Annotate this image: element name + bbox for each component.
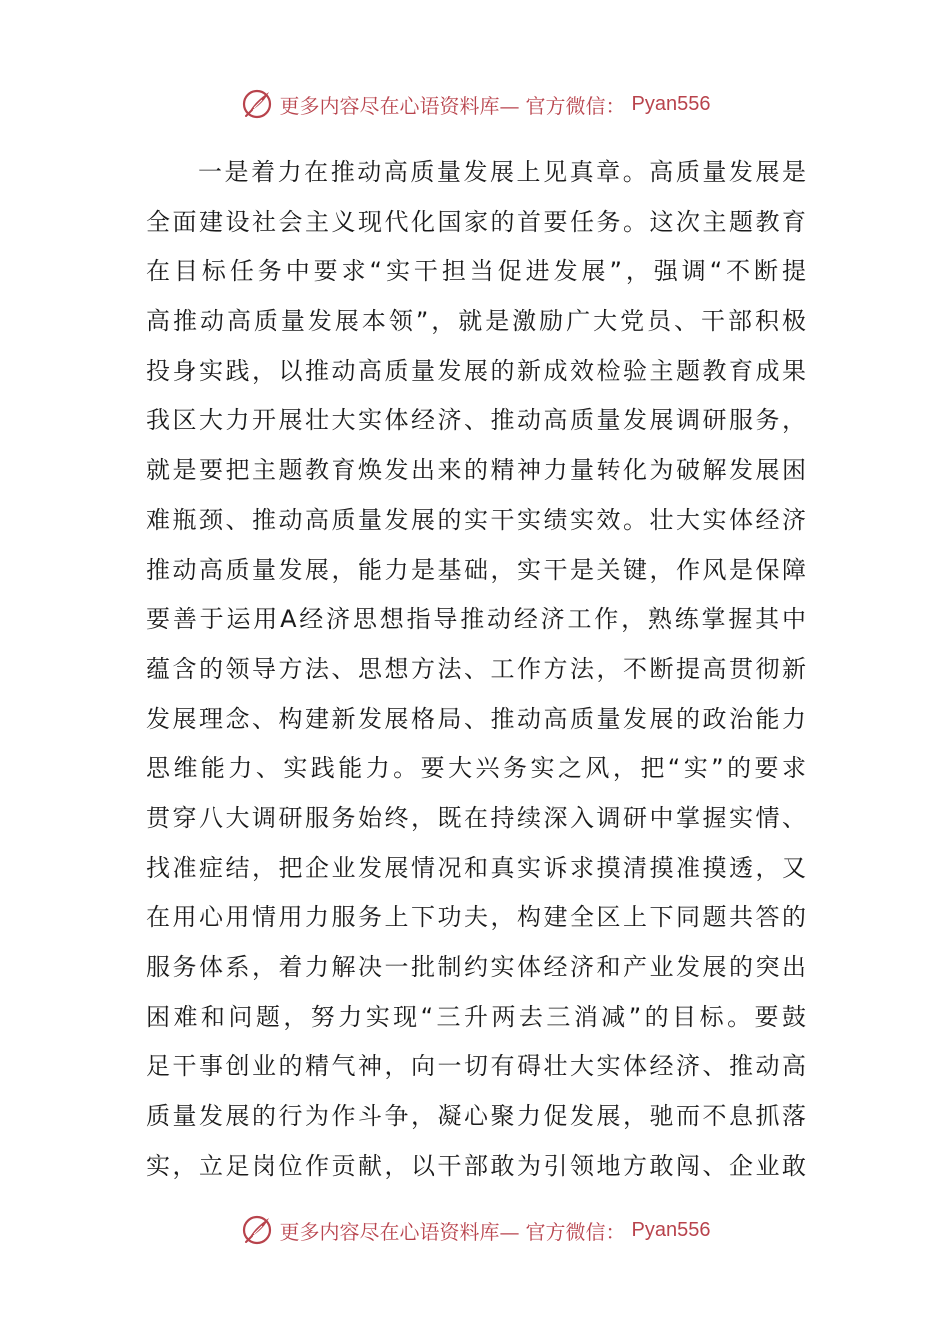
body-line: 困难和问题，努力实现“三升两去三消减”的目标。要鼓	[146, 1002, 806, 1031]
footer-wechat-id: Pyan556	[631, 1218, 711, 1241]
body-line: 就是要把主题教育焕发出来的精神力量转化为破解发展困	[146, 456, 806, 485]
footer-wechat-label: 官方微信：	[525, 1219, 626, 1244]
body-line: 难瓶颈、推动高质量发展的实干实绩实效。壮大实体经济	[146, 505, 806, 534]
body-line: 投身实践，以推动高质量发展的新成效检验主题教育成果	[146, 356, 806, 385]
header-wechat-label: 官方微信：	[525, 93, 626, 118]
body-line: 思维能力、实践能力。要大兴务实之风，把“实”的要求	[146, 754, 806, 783]
header-banner	[0, 84, 950, 124]
body-line: 要善于运用A经济思想指导推动经济工作，熟练掌握其中	[146, 605, 806, 634]
body-line: 一是着力在推动高质量发展上见真章。高质量发展是	[198, 158, 806, 186]
quill-logo-icon	[240, 87, 274, 121]
body-line: 服务体系，着力解决一批制约实体经济和产业发展的突出	[146, 953, 806, 981]
body-line: 高推动高质量发展本领”，就是激励广大党员、干部积极	[146, 307, 806, 336]
body-line: 我区大力开展壮大实体经济、推动高质量发展调研服务，	[146, 406, 806, 435]
body-line: 全面建设社会主义现代化国家的首要任务。这次主题教育	[146, 207, 806, 236]
body-line: 质量发展的行为作斗争，凝心聚力促发展，驰而不息抓落	[146, 1102, 806, 1131]
header-site-text: 更多内容尽在心语资料库—	[279, 93, 520, 118]
footer-site-text: 更多内容尽在心语资料库—	[279, 1219, 520, 1244]
body-line: 贯穿八大调研服务始终，既在持续深入调研中掌握实情、	[146, 803, 806, 832]
body-line: 蕴含的领导方法、思想方法、工作方法，不断提高贯彻新	[146, 654, 806, 683]
document-body	[146, 148, 806, 1191]
header-wechat-id: Pyan556	[631, 92, 711, 115]
footer-banner	[0, 1210, 950, 1250]
body-line: 找准症结，把企业发展情况和真实诉求摸清摸准摸透，又	[146, 853, 806, 882]
body-line: 实，立足岗位作贡献，以干部敢为引领地方敢闯、企业敢	[146, 1151, 806, 1180]
quill-logo-icon	[240, 1213, 274, 1247]
body-line: 足干事创业的精气神，向一切有碍壮大实体经济、推动高	[146, 1052, 806, 1081]
body-line: 发展理念、构建新发展格局、推动高质量发展的政治能力	[146, 704, 806, 733]
body-line: 在目标任务中要求“实干担当促进发展”，强调“不断提	[146, 257, 806, 286]
body-line: 在用心用情用力服务上下功夫，构建全区上下同题共答的	[146, 903, 806, 932]
body-line: 推动高质量发展，能力是基础，实干是关键，作风是保障	[146, 555, 806, 584]
